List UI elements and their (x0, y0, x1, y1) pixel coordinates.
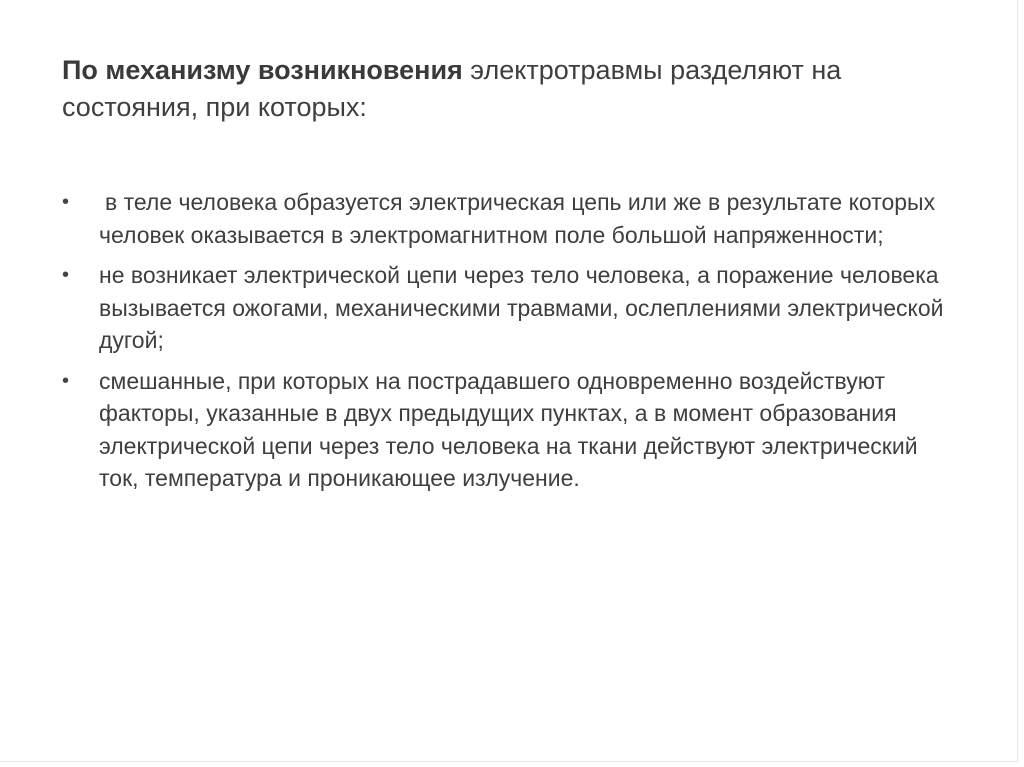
list-item (62, 259, 962, 357)
list-item (62, 365, 962, 495)
bullet-text: не возникает электрической цепи через тело человека, а поражение человека вызывается ожогами, механическими травмами, ослеплениями электрической дугой; (99, 262, 944, 353)
heading-bold-part: По механизму возникновения (62, 55, 463, 85)
bullet-icon: • (62, 264, 70, 286)
bullet-text: смешанные, при которых на пострадавшего одновременно воздействуют факторы, указанные в двух предыдущих пунктах, а в момент образования электрической цепи через тело человека на ткани действуют электрический ток, температура и проникающее излучение. (99, 367, 918, 491)
heading-rest: электротравмы разделяют на состояния, при которых: (62, 55, 842, 122)
list-item (62, 186, 962, 251)
bullet-list (62, 186, 962, 503)
bullet-icon: • (62, 369, 70, 392)
slide-heading (62, 52, 962, 126)
bullet-icon: • (62, 191, 70, 213)
bullet-text: в теле человека образуется электрическая цепь или же в результате которых человек оказывается в электромагнитном поле большой напряженности; (99, 189, 936, 248)
